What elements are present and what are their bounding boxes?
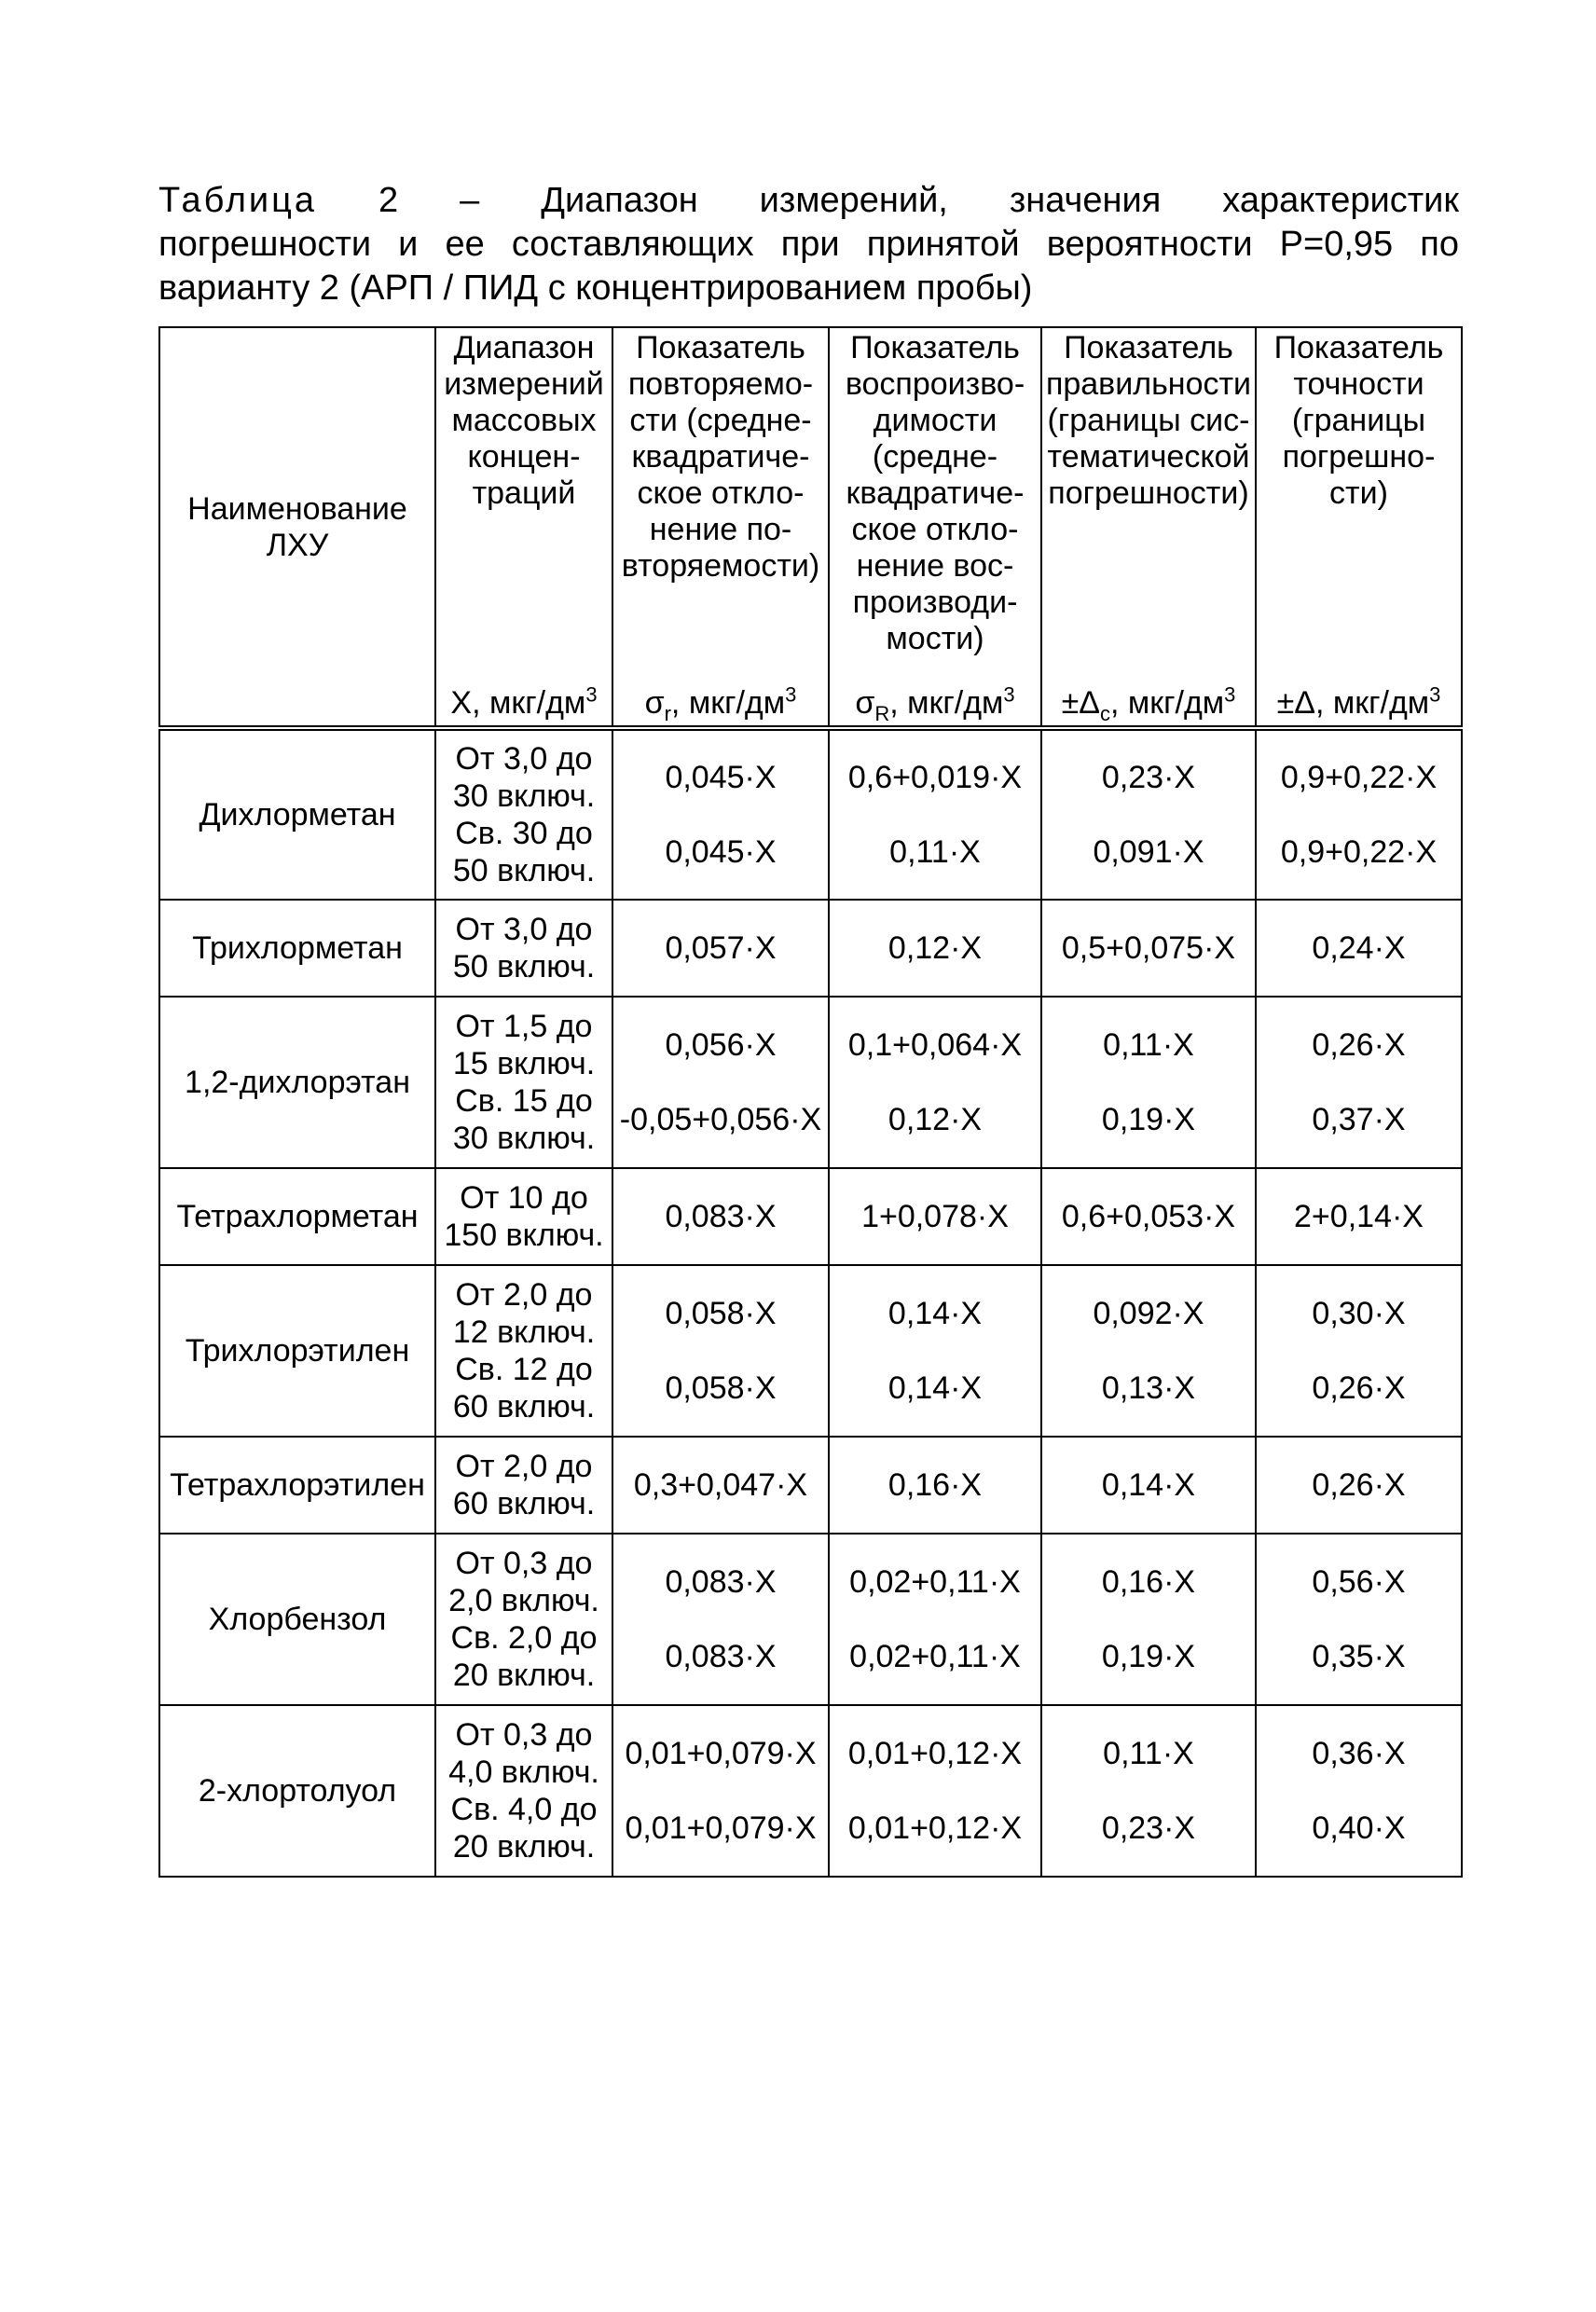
- repeatability-cell: 0,3+0,047·Х: [612, 1437, 829, 1534]
- range-cell: От 3,0 до 30 включ. Св. 30 до 50 включ.: [435, 728, 612, 900]
- substance-name: Дихлорметан: [159, 728, 435, 900]
- substance-name: 1,2-дихлорэтан: [159, 997, 435, 1168]
- accuracy-cell: 0,26·Х: [1256, 1437, 1462, 1534]
- range-cell: От 2,0 до 12 включ. Св. 12 до 60 включ.: [435, 1265, 612, 1437]
- header-name: Наименование ЛХУ: [159, 327, 435, 728]
- caption-line-2: погрешности и ее составляющих при принятой вероятности Р=0,95 по: [158, 225, 1459, 264]
- repeatability-cell: 0,058·Х 0,058·Х: [612, 1265, 829, 1437]
- substance-name: Хлорбензол: [159, 1534, 435, 1705]
- range-cell: От 0,3 до 2,0 включ. Св. 2,0 до 20 включ.: [435, 1534, 612, 1705]
- repeatability-cell: 0,01+0,079·Х 0,01+0,079·Х: [612, 1705, 829, 1877]
- range-cell: От 3,0 до 50 включ.: [435, 900, 612, 997]
- caption-line-3: варианту 2 (АРП / ПИД с концентрированием пробы): [158, 268, 1033, 308]
- correctness-cell: 0,11·Х 0,23·Х: [1041, 1705, 1256, 1877]
- range-cell: От 1,5 до 15 включ. Св. 15 до 30 включ.: [435, 997, 612, 1168]
- reproducibility-cell: 0,02+0,11·Х 0,02+0,11·Х: [829, 1534, 1041, 1705]
- accuracy-cell: 0,9+0,22·Х 0,9+0,22·Х: [1256, 728, 1462, 900]
- table-row: [159, 1534, 1462, 1705]
- table-row: [159, 1265, 1462, 1437]
- repeatability-cell: 0,045·Х 0,045·Х: [612, 728, 829, 900]
- accuracy-cell: 0,24·Х: [1256, 900, 1462, 997]
- header-accuracy: Показатель точности (границы погрешно-сти) ±Δ, мкг/$дм^3$: [1256, 327, 1462, 728]
- reproducibility-cell: 0,01+0,12·Х 0,01+0,12·Х: [829, 1705, 1041, 1877]
- accuracy-cell: 0,26·Х 0,37·Х: [1256, 997, 1462, 1168]
- correctness-cell: 0,092·Х 0,13·Х: [1041, 1265, 1256, 1437]
- table-row: [159, 1437, 1462, 1534]
- accuracy-cell: 0,36·Х 0,40·Х: [1256, 1705, 1462, 1877]
- accuracy-cell: 0,56·Х 0,35·Х: [1256, 1534, 1462, 1705]
- table-row: [159, 728, 1462, 900]
- caption-line-1: 2 – Диапазон измерений, значения характеристик: [378, 181, 1459, 220]
- substance-name: 2-хлортолуол: [159, 1705, 435, 1877]
- reproducibility-cell: 0,16·Х: [829, 1437, 1041, 1534]
- reproducibility-cell: 0,12·Х: [829, 900, 1041, 997]
- correctness-cell: 0,14·Х: [1041, 1437, 1256, 1534]
- table-row: [159, 900, 1462, 997]
- reproducibility-cell: 0,14·Х 0,14·Х: [829, 1265, 1041, 1437]
- range-cell: От 2,0 до 60 включ.: [435, 1437, 612, 1534]
- reproducibility-cell: 0,1+0,064·Х 0,12·Х: [829, 997, 1041, 1168]
- repeatability-cell: 0,057·Х: [612, 900, 829, 997]
- header-repeatability: Показатель повторяемо-сти (средне-квадратиче-ское откло-нение по-вторяемости) $\sigma_r$, мкг/$дм^3$: [612, 327, 829, 728]
- accuracy-cell: 0,30·Х 0,26·Х: [1256, 1265, 1462, 1437]
- repeatability-cell: 0,083·Х 0,083·Х: [612, 1534, 829, 1705]
- table-row: [159, 1168, 1462, 1265]
- correctness-cell: 0,6+0,053·Х: [1041, 1168, 1256, 1265]
- correctness-cell: 0,5+0,075·Х: [1041, 900, 1256, 997]
- table-row: [159, 1705, 1462, 1877]
- substance-name: Тетрахлорэтилен: [159, 1437, 435, 1534]
- measurement-table: [158, 326, 1463, 1878]
- header-reproducibility: Показатель воспроизво-димости (средне-квадратиче-ское откло-нение вос-производи-мости) $\sigma_R$, мкг/$дм^3$: [829, 327, 1041, 728]
- reproducibility-cell: 0,6+0,019·Х 0,11·Х: [829, 728, 1041, 900]
- substance-name: Трихлорметан: [159, 900, 435, 997]
- correctness-cell: 0,11·Х 0,19·Х: [1041, 997, 1256, 1168]
- substance-name: Трихлорэтилен: [159, 1265, 435, 1437]
- repeatability-cell: 0,083·Х: [612, 1168, 829, 1265]
- caption-table-word: Таблица: [158, 181, 317, 220]
- substance-name: Тетрахлорметан: [159, 1168, 435, 1265]
- table-caption: [158, 179, 1459, 310]
- header-row: [159, 327, 1462, 728]
- range-cell: От 0,3 до 4,0 включ. Св. 4,0 до 20 включ.: [435, 1705, 612, 1877]
- accuracy-cell: 2+0,14·Х: [1256, 1168, 1462, 1265]
- correctness-cell: 0,16·Х 0,19·Х: [1041, 1534, 1256, 1705]
- header-range: Диапазон измерений массовых концен-траций Х, мкг/$дм^3$: [435, 327, 612, 728]
- correctness-cell: 0,23·Х 0,091·Х: [1041, 728, 1256, 900]
- reproducibility-cell: 1+0,078·Х: [829, 1168, 1041, 1265]
- repeatability-cell: 0,056·Х -0,05+0,056·Х: [612, 997, 829, 1168]
- range-cell: От 10 до 150 включ.: [435, 1168, 612, 1265]
- table-row: [159, 997, 1462, 1168]
- header-correctness: Показатель правильности (границы сис-тематической погрешности) $\pm\Delta_с$, мкг/$дм^3$: [1041, 327, 1256, 728]
